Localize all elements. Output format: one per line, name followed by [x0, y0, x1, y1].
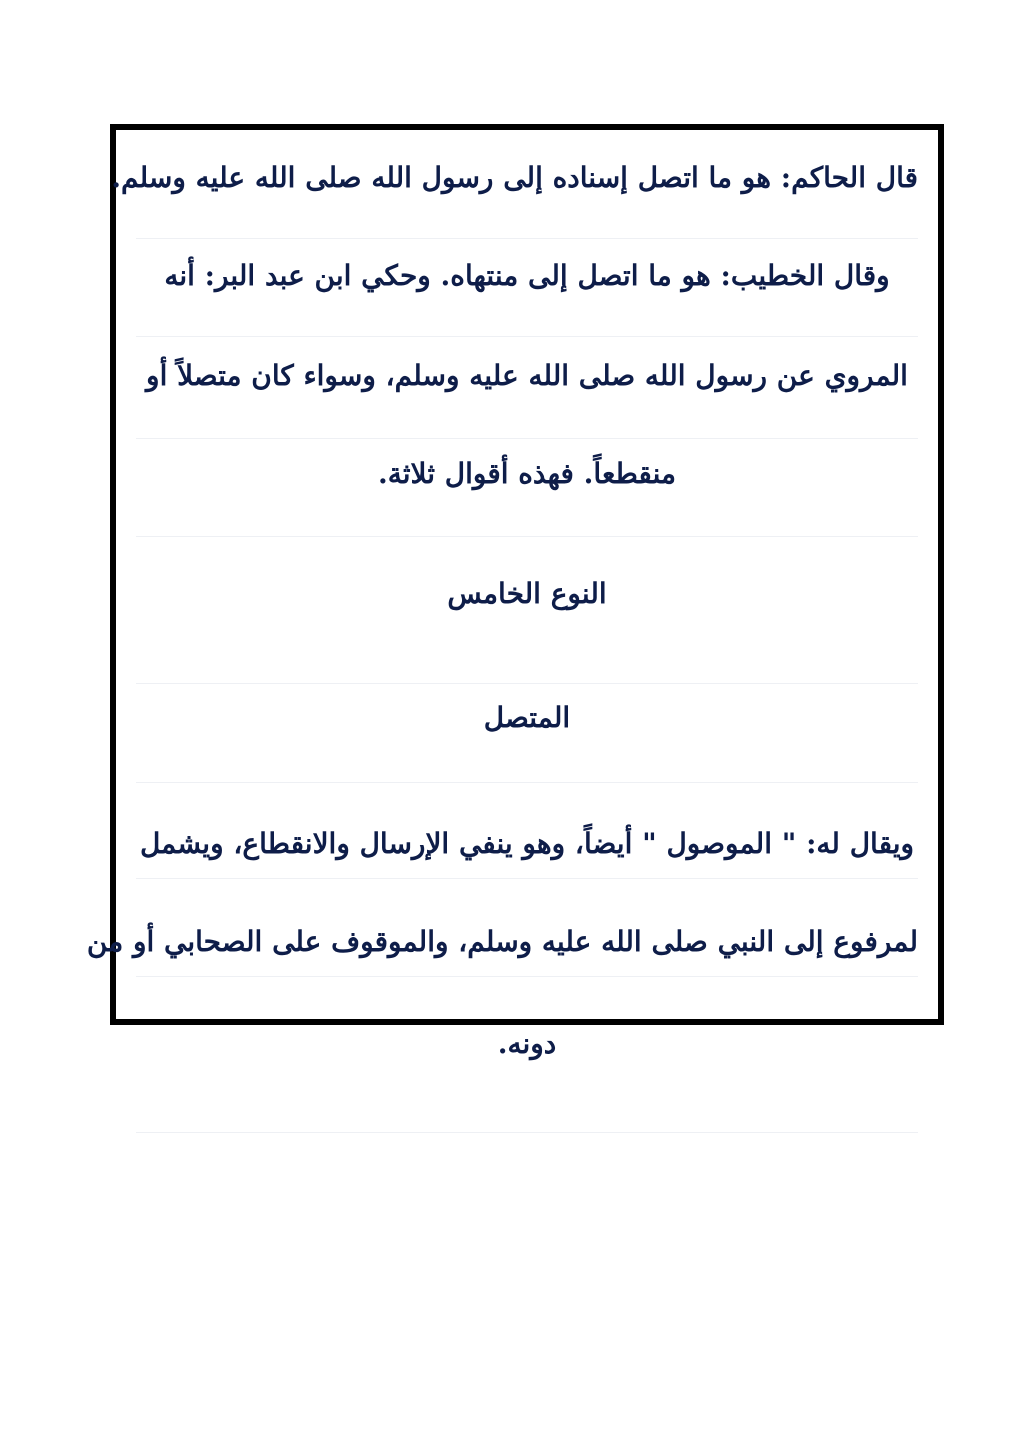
- text-line-3: المروي عن رسول الله صلى الله عليه وسلم، وسواء كان متصلاً أو: [146, 359, 908, 392]
- section-title-muttasil: المتصل: [483, 701, 571, 734]
- page-lower-block: [86, 130, 938, 1013]
- text-line-4: منقطعاً. فهذه أقوال ثلاثة.: [377, 457, 677, 490]
- text-line-6: لمرفوع إلى النبي صلى الله عليه وسلم، والموقوف على الصحابي أو من: [86, 925, 918, 958]
- text-line-2: وقال الخطيب: هو ما اتصل إلى منتهاه. وحكي ابن عبد البر: أنه: [164, 259, 890, 292]
- text-line-7: دونه.: [497, 1027, 557, 1060]
- section-heading-fifth-type: النوع الخامس: [447, 577, 607, 610]
- text-line-1: قال الحاكم: هو ما اتصل إسناده إلى رسول الله صلى الله عليه وسلم.: [111, 161, 918, 194]
- text-line-5: ويقال له: " الموصول " أيضاً، وهو ينفي الإرسال والانقطاع، ويشمل: [139, 827, 915, 860]
- ruled-line: [136, 1132, 918, 1133]
